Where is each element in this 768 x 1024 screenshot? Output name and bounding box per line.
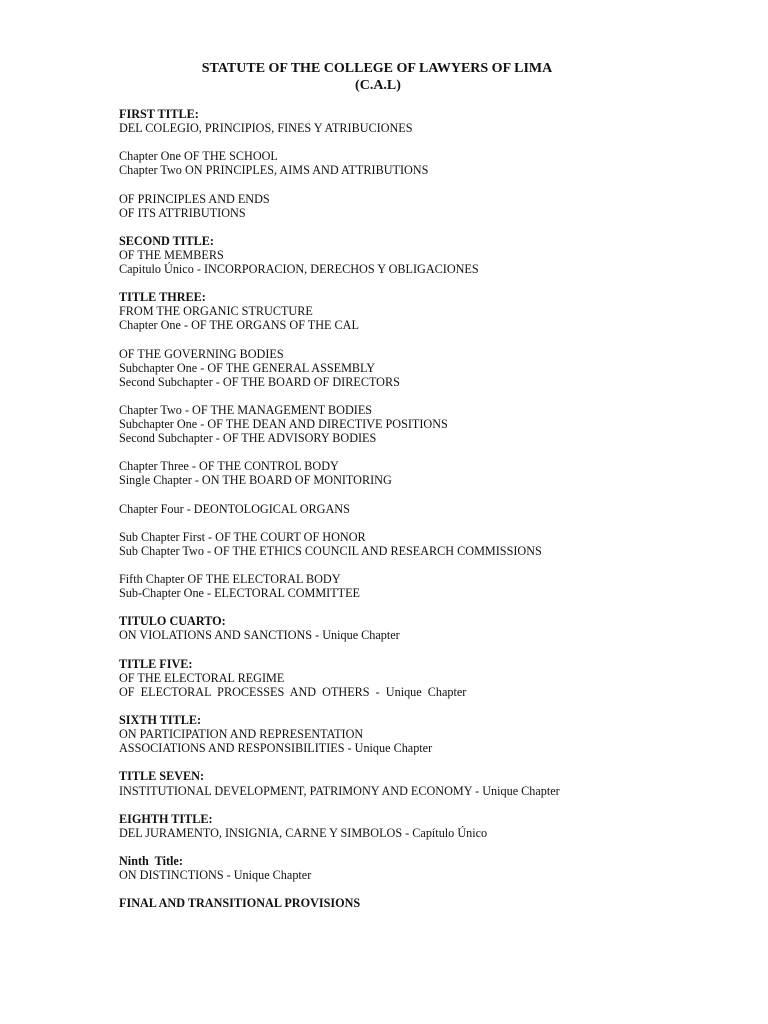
toc-section xyxy=(119,502,739,516)
document-title: STATUTE OF THE COLLEGE OF LAWYERS OF LIMA xyxy=(201,61,553,76)
section-line: OF THE ELECTORAL REGIME xyxy=(119,670,285,685)
section-line: Sub-Chapter One - ELECTORAL COMMITTEE xyxy=(119,586,361,601)
section-line: Second Subchapter - OF THE BOARD OF DIRECTORS xyxy=(119,374,400,389)
section-heading: SIXTH TITLE: xyxy=(119,713,202,728)
section-line: DEL COLEGIO, PRINCIPIOS, FINES Y ATRIBUCIONES xyxy=(119,121,413,136)
toc-section xyxy=(119,854,739,882)
section-line: OF ELECTORAL PROCESSES AND OTHERS - Unique Chapter xyxy=(119,684,467,699)
section-heading: TITULO CUARTO: xyxy=(119,614,226,629)
table-of-contents xyxy=(119,107,739,924)
toc-section xyxy=(119,530,739,558)
section-heading: TITLE THREE: xyxy=(119,290,206,305)
section-heading: TITLE SEVEN: xyxy=(119,769,205,784)
section-line: Sub Chapter First - OF THE COURT OF HONOR xyxy=(119,529,366,544)
toc-section xyxy=(119,459,739,487)
toc-section xyxy=(119,657,739,699)
section-line: Chapter Two - OF THE MANAGEMENT BODIES xyxy=(119,402,373,417)
section-line: Chapter One OF THE SCHOOL xyxy=(119,149,278,164)
section-line: Chapter Two ON PRINCIPLES, AIMS AND ATTRIBUTIONS xyxy=(119,163,429,178)
section-line: Fifth Chapter OF THE ELECTORAL BODY xyxy=(119,572,341,587)
toc-section xyxy=(119,812,739,840)
section-heading: TITLE FIVE: xyxy=(119,656,193,671)
section-line: OF PRINCIPLES AND ENDS xyxy=(119,191,270,206)
document-subtitle: (C.A.L) xyxy=(355,78,401,93)
toc-section xyxy=(119,572,739,600)
toc-section xyxy=(119,149,739,177)
section-line: Sub Chapter Two - OF THE ETHICS COUNCIL AND RESEARCH COMMISSIONS xyxy=(119,543,542,558)
section-heading: FIRST TITLE: xyxy=(119,107,199,121)
section-line: DEL JURAMENTO, INSIGNIA, CARNE Y SIMBOLOS - Capítulo Único xyxy=(119,825,488,840)
toc-section xyxy=(119,614,739,642)
section-line: Single Chapter - ON THE BOARD OF MONITORING xyxy=(119,473,392,488)
section-heading: SECOND TITLE: xyxy=(119,233,214,248)
section-line: ON DISTINCTIONS - Unique Chapter xyxy=(119,868,312,883)
section-line: Subchapter One - OF THE DEAN AND DIRECTIVE POSITIONS xyxy=(119,417,448,432)
section-heading: FINAL AND TRANSITIONAL PROVISIONS xyxy=(119,896,361,911)
section-line: OF THE MEMBERS xyxy=(119,247,224,262)
section-line: ASSOCIATIONS AND RESPONSIBILITIES - Unique Chapter xyxy=(119,741,433,756)
toc-section xyxy=(119,107,739,135)
section-line: ON PARTICIPATION AND REPRESENTATION xyxy=(119,727,364,742)
section-line: Chapter Four - DEONTOLOGICAL ORGANS xyxy=(119,501,350,516)
section-line: OF ITS ATTRIBUTIONS xyxy=(119,205,246,220)
toc-section xyxy=(119,192,739,220)
section-line: Capitulo Único - INCORPORACION, DERECHOS Y OBLIGACIONES xyxy=(119,262,479,277)
section-line: ON VIOLATIONS AND SANCTIONS - Unique Chapter xyxy=(119,628,400,643)
toc-section xyxy=(119,713,739,755)
section-line: INSTITUTIONAL DEVELOPMENT, PATRIMONY AND ECONOMY - Unique Chapter xyxy=(119,783,560,798)
section-line: Subchapter One - OF THE GENERAL ASSEMBLY xyxy=(119,360,376,375)
toc-section xyxy=(119,234,739,276)
section-line: Chapter Three - OF THE CONTROL BODY xyxy=(119,459,339,474)
toc-section xyxy=(119,769,739,797)
section-heading: EIGHTH TITLE: xyxy=(119,811,213,826)
section-line: Second Subchapter - OF THE ADVISORY BODIES xyxy=(119,431,377,446)
section-heading: Ninth Title: xyxy=(119,853,183,868)
toc-section xyxy=(119,347,739,389)
toc-section xyxy=(119,403,739,445)
section-line: Chapter One - OF THE ORGANS OF THE CAL xyxy=(119,318,359,333)
toc-section xyxy=(119,290,739,332)
toc-section xyxy=(119,896,739,910)
section-line: OF THE GOVERNING BODIES xyxy=(119,346,284,361)
section-line: FROM THE ORGANIC STRUCTURE xyxy=(119,304,313,319)
